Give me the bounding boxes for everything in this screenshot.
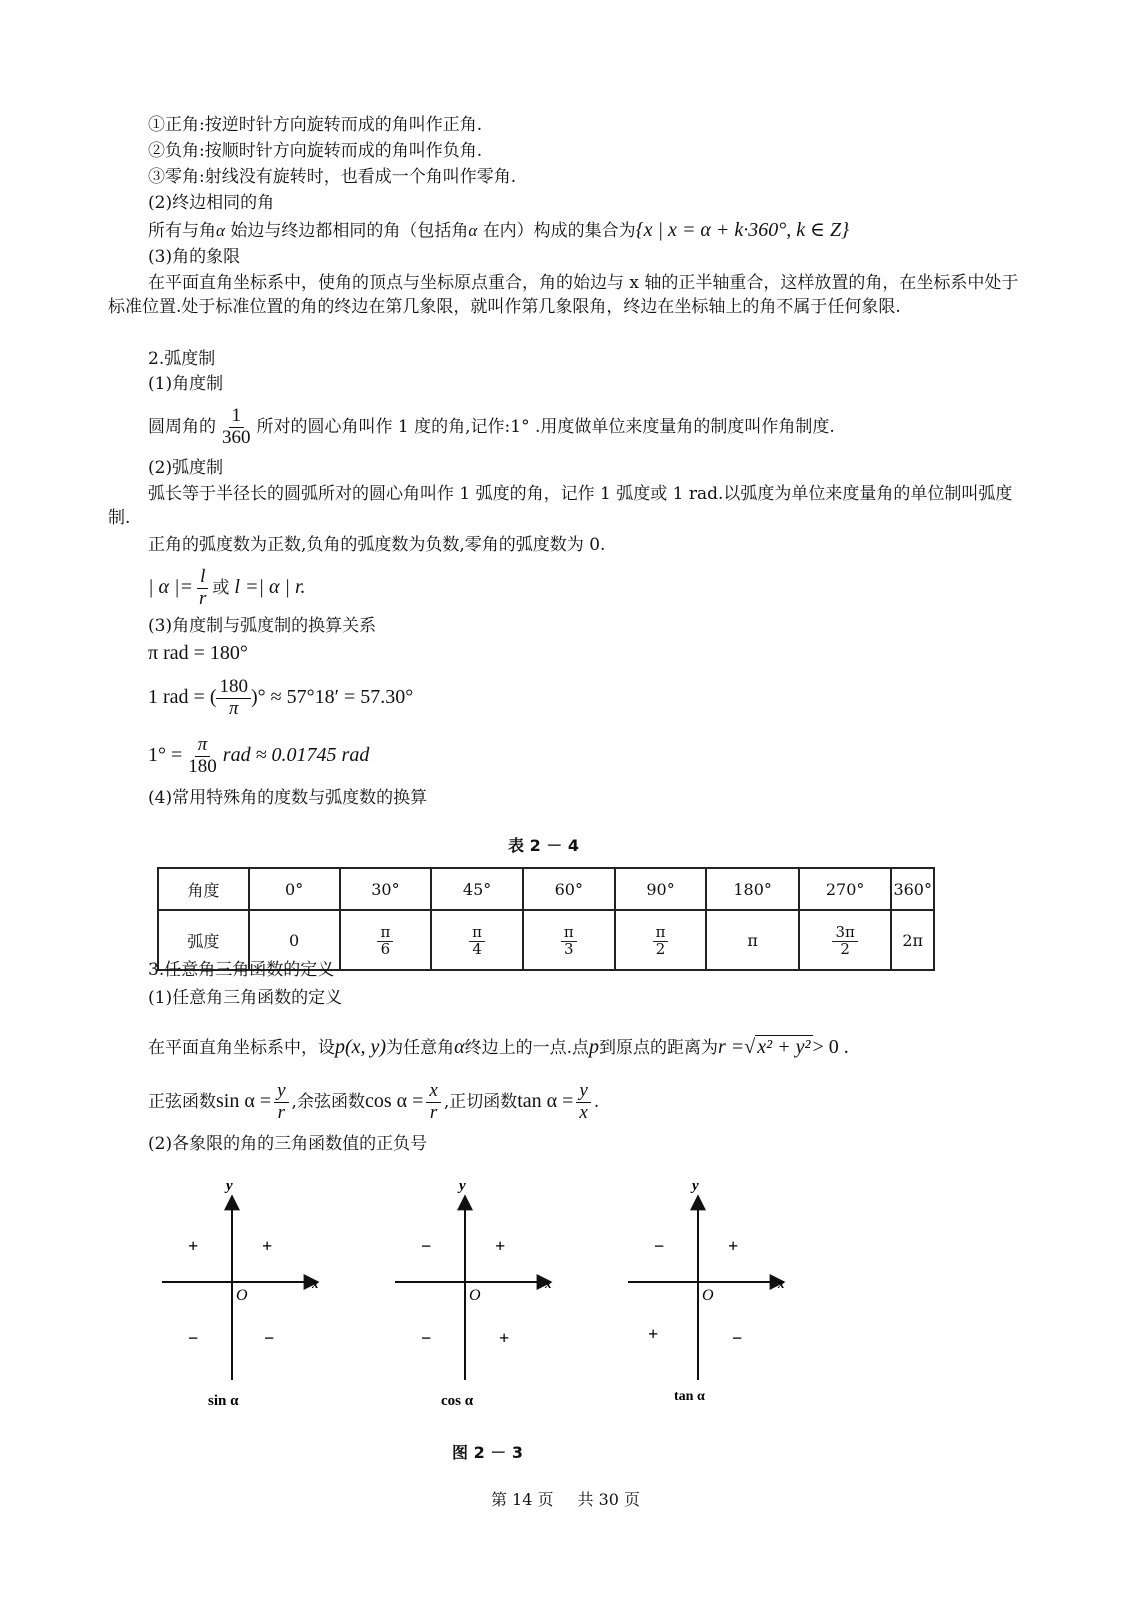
figure-caption: 图 2 － 3 bbox=[452, 1443, 523, 1462]
text-fragment: 1° = bbox=[148, 744, 183, 766]
table-cell: 30° bbox=[340, 868, 432, 910]
quadrant-3-sign: − bbox=[421, 1328, 432, 1348]
diagram-label: tan α bbox=[674, 1389, 705, 1404]
frac-den: π bbox=[228, 697, 239, 719]
frac-den: 3 bbox=[564, 940, 574, 958]
sqrt-sign: √ bbox=[744, 1036, 756, 1058]
origin-label: O bbox=[469, 1287, 481, 1304]
quadrant-sign-diagrams bbox=[0, 1180, 1131, 1440]
table-cell bbox=[340, 910, 432, 970]
fraction-x-r bbox=[426, 1081, 440, 1124]
math-set: {x | x = α + k·360°, k ∈ Z} bbox=[635, 219, 850, 241]
text-quadrant-definition: 在平面直角坐标系中，使角的顶点与坐标原点重合，角的始边与 x 轴的正半轴重合，这样放置的角，在坐标系中处于标准位置.处于标准位置的角的终边在第几象限，就叫作第几象限角，终边在坐标轴上的角不属于任何象限. bbox=[108, 273, 1019, 317]
y-axis-label: y bbox=[692, 1180, 699, 1194]
page-number: 第 14 页 bbox=[490, 1490, 554, 1509]
fraction-pi-4 bbox=[469, 925, 485, 958]
text-fragment: . bbox=[593, 1092, 600, 1112]
frac-num: l bbox=[197, 567, 208, 589]
text-fragment: ,正切函数 bbox=[443, 1092, 518, 1112]
heading-special-angles: (4)常用特殊角的度数与弧度数的换算 bbox=[148, 788, 428, 808]
table-cell bbox=[523, 910, 615, 970]
quadrant-1-sign: + bbox=[262, 1236, 273, 1256]
quadrant-2-sign: + bbox=[188, 1236, 199, 1256]
frac-den: 6 bbox=[380, 940, 391, 958]
frac-den: 2 bbox=[655, 940, 666, 958]
text-fragment: 在内）构成的集合为 bbox=[482, 221, 636, 241]
text-fragment: )° ≈ 57°18′ = 57.30° bbox=[250, 686, 414, 708]
math-tan: tan α = bbox=[517, 1090, 574, 1112]
row-label-radian: 弧度 bbox=[158, 910, 249, 970]
table-cell: 45° bbox=[431, 868, 523, 910]
quadrant-2-sign: − bbox=[421, 1236, 432, 1256]
heading-radian-system: 2.弧度制 bbox=[148, 349, 216, 369]
text-zero-angle: ③零角:射线没有旋转时，也看成一个角叫作零角. bbox=[148, 167, 517, 187]
quadrant-3-sign: + bbox=[648, 1324, 659, 1344]
fraction-1-360 bbox=[219, 406, 254, 449]
angle-conversion-table bbox=[157, 867, 935, 971]
frac-den: r bbox=[429, 1102, 438, 1123]
frac-num: π bbox=[561, 925, 577, 942]
text-positive-angle: ①正角:按逆时针方向旋转而成的角叫作正角. bbox=[148, 115, 483, 135]
formula-one-degree bbox=[148, 728, 369, 782]
frac-num: π bbox=[195, 735, 211, 757]
tan-diagram bbox=[628, 1180, 785, 1404]
frac-num: π bbox=[377, 925, 393, 942]
page-footer bbox=[0, 1487, 1131, 1510]
table-cell bbox=[615, 910, 707, 970]
frac-den: 2 bbox=[840, 940, 850, 958]
heading-sign-by-quadrant: (2)各象限的角的三角函数值的正负号 bbox=[148, 1134, 428, 1154]
text-point-distance bbox=[148, 1030, 849, 1065]
frac-num: 1 bbox=[229, 406, 245, 428]
x-axis-label: x bbox=[778, 1276, 785, 1291]
y-axis-label: y bbox=[226, 1180, 233, 1194]
text-fragment: 所对的圆心角叫作 1 度的角,记作:1° .用度做单位来度量角的制度叫作角制度. bbox=[256, 417, 835, 437]
frac-den: 360 bbox=[222, 427, 251, 448]
table-cell bbox=[431, 910, 523, 970]
math-cos: cos α = bbox=[364, 1090, 424, 1112]
text-fragment: 正弦函数 bbox=[148, 1092, 216, 1112]
text-fragment: 始边与终边都相同的角（包括角 bbox=[230, 221, 469, 241]
fraction-y-r bbox=[274, 1081, 288, 1124]
frac-num: π bbox=[469, 925, 485, 942]
table-cell: 180° bbox=[706, 868, 799, 910]
text-fragment: l =| α | r. bbox=[234, 576, 306, 598]
heading-quadrant: (3)角的象限 bbox=[148, 247, 241, 267]
text-fragment: 或 bbox=[212, 578, 230, 598]
quadrant-4-sign: − bbox=[732, 1328, 743, 1348]
math-alpha: α bbox=[454, 1036, 465, 1058]
text-negative-angle: ②负角:按顺时针方向旋转而成的角叫作负角. bbox=[148, 141, 483, 161]
fraction-l-r bbox=[196, 567, 209, 610]
math-point: p(x, y) bbox=[335, 1036, 387, 1058]
text-fragment: > 0 . bbox=[812, 1036, 849, 1058]
heading-trig-definition: 3.任意角三角函数的定义 bbox=[148, 960, 335, 980]
y-axis-label: y bbox=[459, 1180, 466, 1194]
quadrant-4-sign: + bbox=[499, 1328, 510, 1348]
text-fragment: rad ≈ 0.01745 rad bbox=[222, 744, 370, 766]
text-fragment: 到原点的距离为 bbox=[598, 1038, 718, 1058]
table-cell bbox=[799, 910, 892, 970]
origin-label: O bbox=[236, 1287, 248, 1304]
quadrant-2-sign: − bbox=[654, 1236, 665, 1256]
heading-coterminal: (2)终边相同的角 bbox=[148, 193, 275, 213]
text-coterminal-set bbox=[148, 218, 849, 243]
frac-num: π bbox=[653, 925, 669, 942]
fraction-pi-180 bbox=[185, 735, 220, 778]
text-fragment: ,余弦函数 bbox=[291, 1092, 365, 1112]
heading-trig-definition-sub: (1)任意角三角函数的定义 bbox=[148, 988, 343, 1008]
math-alpha: α bbox=[468, 221, 478, 240]
frac-den: r bbox=[199, 587, 207, 609]
row-label-degree: 角度 bbox=[158, 868, 249, 910]
text-fragment: | α |= bbox=[148, 576, 193, 598]
quadrant-1-sign: + bbox=[728, 1236, 739, 1256]
heading-degree-system: (1)角度制 bbox=[148, 374, 224, 394]
formula-trig-functions bbox=[148, 1074, 599, 1129]
frac-num: y bbox=[274, 1081, 288, 1103]
formula-pi-rad: π rad = 180° bbox=[148, 642, 248, 664]
math-alpha: α bbox=[216, 221, 225, 240]
x-axis-label: x bbox=[545, 1276, 552, 1291]
table-caption: 表 2 － 4 bbox=[508, 836, 579, 855]
table-cell: 60° bbox=[523, 868, 615, 910]
fraction-pi-6 bbox=[377, 925, 393, 958]
frac-num: x bbox=[426, 1081, 440, 1103]
quadrant-4-sign: − bbox=[264, 1328, 275, 1348]
frac-den: 180 bbox=[188, 755, 217, 777]
math-p: p bbox=[588, 1036, 599, 1058]
text-radian-sign: 正角的弧度数为正数,负角的弧度数为负数,零角的弧度数为 0. bbox=[148, 535, 606, 555]
table-cell: π bbox=[706, 910, 799, 970]
fraction-pi-2 bbox=[653, 925, 669, 958]
origin-label: O bbox=[702, 1287, 714, 1304]
frac-num: 180 bbox=[216, 677, 251, 699]
formula-one-rad bbox=[148, 670, 413, 724]
frac-num: 3π bbox=[832, 925, 857, 942]
frac-den: x bbox=[579, 1102, 588, 1123]
fraction-3pi-2 bbox=[832, 925, 857, 958]
text-fragment: 1 rad = ( bbox=[148, 686, 217, 708]
frac-den: r bbox=[277, 1102, 286, 1123]
fraction-180-pi bbox=[216, 677, 251, 720]
frac-den: 4 bbox=[472, 940, 482, 958]
text-fragment: 终边上的一点.点 bbox=[464, 1038, 589, 1058]
fraction-pi-3 bbox=[561, 925, 577, 958]
diagram-label: sin α bbox=[208, 1393, 239, 1409]
table-cell: 270° bbox=[799, 868, 892, 910]
text-fragment: 所有与角 bbox=[148, 221, 216, 241]
table-cell: 0° bbox=[249, 868, 340, 910]
text-fragment: 圆周角的 bbox=[148, 417, 216, 437]
fraction-y-x bbox=[576, 1081, 590, 1124]
table-cell: 360° bbox=[891, 868, 934, 910]
math-r: r = bbox=[717, 1036, 745, 1058]
table-cell: 0 bbox=[249, 910, 340, 970]
quadrant-3-sign: − bbox=[188, 1328, 199, 1348]
text-fragment: 在平面直角坐标系中，设 bbox=[148, 1038, 335, 1058]
text-fragment: 为任意角 bbox=[386, 1038, 455, 1058]
text-radian-definition: 弧长等于半径长的圆弧所对的圆心角叫作 1 弧度的角，记作 1 弧度或 1 rad.以弧度为单位来度量角的单位制叫弧度制. bbox=[108, 484, 1013, 528]
heading-conversion: (3)角度制与弧度制的换算关系 bbox=[148, 616, 377, 636]
frac-num: y bbox=[576, 1081, 590, 1103]
sin-diagram bbox=[162, 1180, 319, 1409]
formula-arc-length bbox=[148, 562, 306, 613]
diagram-label: cos α bbox=[441, 1393, 474, 1409]
page-total: 共 30 页 bbox=[577, 1490, 641, 1509]
cos-diagram bbox=[395, 1180, 552, 1409]
table-row-degrees bbox=[158, 868, 934, 910]
x-axis-label: x bbox=[312, 1276, 319, 1291]
table-cell: 2π bbox=[891, 910, 934, 970]
text-degree-definition bbox=[148, 400, 835, 454]
math-sin: sin α = bbox=[216, 1090, 272, 1112]
table-cell: 90° bbox=[615, 868, 707, 910]
heading-radian: (2)弧度制 bbox=[148, 458, 224, 478]
math-sqrt-content: x² + y² bbox=[757, 1036, 811, 1058]
quadrant-1-sign: + bbox=[495, 1236, 506, 1256]
